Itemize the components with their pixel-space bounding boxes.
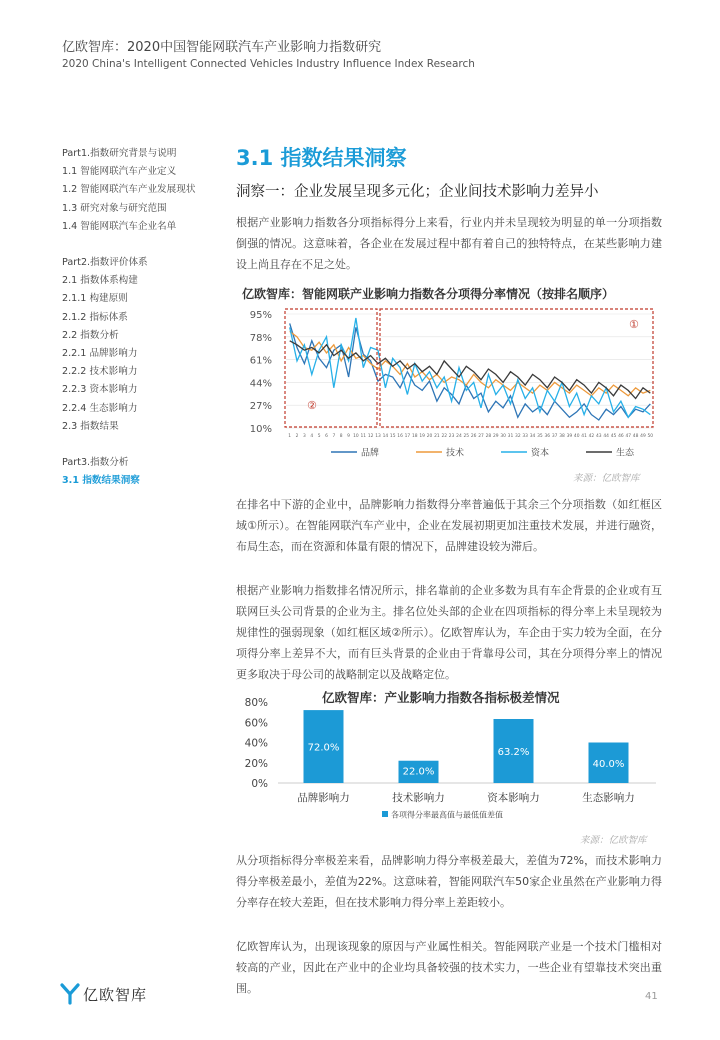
bar-value-label: 63.2% bbox=[497, 747, 530, 759]
toc-item[interactable]: 2.3 指数结果 bbox=[62, 420, 119, 432]
toc-item-active[interactable]: 3.1 指数结果洞察 bbox=[62, 475, 140, 487]
x-tick-label: 5 bbox=[317, 434, 321, 439]
section-title: 3.1 指数结果洞察 bbox=[236, 146, 407, 170]
x-tick-label: 35 bbox=[537, 434, 543, 439]
x-tick-label: 37 bbox=[551, 434, 558, 439]
x-tick-label: 26 bbox=[470, 434, 477, 439]
y-tick-label: 95% bbox=[249, 310, 272, 321]
x-tick-label: 49 bbox=[640, 434, 646, 439]
x-tick-label: 41 bbox=[581, 434, 587, 439]
x-tick-label: 48 bbox=[632, 434, 639, 439]
x-tick-label: 44 bbox=[603, 434, 609, 439]
insight-title: 洞察一：企业发展呈现多元化；企业间技术影响力差异小 bbox=[236, 184, 599, 200]
y-tick-label: 61% bbox=[249, 355, 272, 367]
logo-text: 亿欧智库 bbox=[83, 985, 148, 1004]
y-tick-label: 40% bbox=[244, 737, 268, 750]
x-tick-label: 13 bbox=[375, 434, 381, 439]
bar-value-label: 72.0% bbox=[307, 742, 340, 754]
logo-icon bbox=[60, 983, 80, 1005]
x-tick-label: 30 bbox=[500, 434, 506, 439]
x-tick-label: 3 bbox=[303, 434, 306, 439]
x-tick-label: 32 bbox=[515, 434, 521, 439]
x-tick-label: 39 bbox=[566, 434, 573, 439]
chart1-title: 亿欧智库：智能网联产业影响力指数各分项得分率情况（按排名顺序） bbox=[242, 287, 615, 301]
legend-label: 品牌 bbox=[361, 448, 380, 459]
y-tick-label: 78% bbox=[249, 332, 272, 344]
x-tick-label: 12 bbox=[367, 434, 374, 439]
toc-item[interactable]: 2.2.1 品牌影响力 bbox=[62, 348, 138, 360]
toc-item[interactable]: 2.2.2 技术影响力 bbox=[62, 366, 138, 378]
category-label: 生态影响力 bbox=[582, 792, 635, 804]
legend-label: 资本 bbox=[531, 448, 550, 459]
toc-item[interactable]: 1.4 智能网联汽车企业名单 bbox=[62, 220, 177, 232]
series-line-品牌 bbox=[290, 323, 651, 420]
x-tick-label: 4 bbox=[310, 434, 314, 439]
y-tick-label: 60% bbox=[244, 717, 268, 730]
footer-logo bbox=[60, 983, 147, 1005]
toc-part2[interactable]: Part2.指数评价体系 bbox=[62, 257, 148, 269]
y-tick-label: 44% bbox=[249, 378, 272, 390]
chart2-source: 来源：亿欧智库 bbox=[580, 835, 647, 846]
x-tick-label: 24 bbox=[456, 434, 462, 439]
x-tick-label: 15 bbox=[389, 434, 396, 439]
toc-item[interactable]: 1.3 研究对象与研究范围 bbox=[62, 202, 167, 214]
paragraph-5: 亿欧智库认为，出现该现象的原因与产业属性相关。智能网联产业是一个技术门槛相对较高的产业，因此在产业中的企业均具备较强的技术实力，一些企业有望靠技术突出重围。 bbox=[236, 940, 662, 995]
y-tick-label: 27% bbox=[249, 401, 272, 413]
x-tick-label: 40 bbox=[573, 434, 580, 439]
toc-item[interactable]: 1.1 智能网联汽车产业定义 bbox=[62, 166, 177, 178]
x-tick-label: 47 bbox=[625, 434, 632, 439]
x-tick-label: 29 bbox=[492, 434, 499, 439]
x-tick-label: 45 bbox=[610, 434, 617, 439]
legend-label: 各项得分率最高值与最低值差值 bbox=[391, 810, 503, 820]
x-tick-label: 22 bbox=[441, 434, 448, 439]
x-tick-label: 16 bbox=[397, 434, 403, 439]
x-tick-label: 2 bbox=[295, 434, 299, 439]
x-tick-label: 50 bbox=[647, 434, 654, 439]
chart1-source: 来源：亿欧智库 bbox=[573, 473, 640, 484]
category-label: 资本影响力 bbox=[487, 792, 540, 804]
x-tick-label: 19 bbox=[419, 434, 425, 439]
toc-item[interactable]: 2.1 指数体系构建 bbox=[62, 275, 138, 287]
y-tick-label: 80% bbox=[244, 697, 268, 709]
bar-value-label: 22.0% bbox=[402, 766, 435, 778]
x-tick-label: 38 bbox=[559, 434, 565, 439]
toc-item[interactable]: 2.1.1 构建原则 bbox=[62, 293, 128, 305]
page-number: 41 bbox=[645, 991, 658, 1002]
x-tick-label: 20 bbox=[426, 434, 433, 439]
y-tick-label: 0% bbox=[251, 778, 268, 790]
paragraph-1: 根据产业影响力指数各分项指标得分上来看，行业内并未呈现较为明显的单一分项指数倒强的情况。这意味着，各企业在发展过程中都有着自己的独特特点，在某些影响力建设上尚且存在不足之处。 bbox=[236, 216, 662, 271]
legend-label: 生态 bbox=[616, 448, 635, 459]
x-tick-label: 42 bbox=[588, 434, 595, 439]
legend-swatch bbox=[382, 811, 388, 817]
x-tick-label: 11 bbox=[360, 434, 367, 439]
x-tick-label: 43 bbox=[596, 434, 602, 439]
x-tick-label: 9 bbox=[347, 434, 350, 439]
table-of-contents bbox=[62, 145, 222, 490]
category-label: 技术影响力 bbox=[392, 792, 445, 804]
paragraph-4: 从分项指标得分率极差来看，品牌影响力得分率极差最大，差值为72%，而技术影响力得分率极差最小，差值为22%。这意味着，智能网联汽车50家企业虽然在产业影响力得分率存在较大差距，但在技术影响力得分率上差距较小。 bbox=[236, 854, 662, 909]
x-tick-label: 8 bbox=[339, 434, 343, 439]
x-tick-label: 36 bbox=[544, 434, 551, 439]
bar-chart bbox=[236, 692, 666, 822]
region-label-2: ② bbox=[307, 399, 317, 412]
toc-part3[interactable]: Part3.指数分析 bbox=[62, 457, 129, 469]
x-tick-label: 46 bbox=[618, 434, 624, 439]
x-tick-label: 34 bbox=[529, 434, 536, 439]
series-line-资本 bbox=[290, 318, 651, 417]
y-tick-label: 10% bbox=[249, 424, 272, 435]
x-tick-label: 25 bbox=[463, 434, 470, 439]
toc-item[interactable]: 1.2 智能网联汽车产业发展现状 bbox=[62, 184, 196, 196]
x-tick-label: 31 bbox=[507, 434, 514, 439]
header-title-en: 2020 China's Intelligent Connected Vehicles Industry Influence Index Research bbox=[62, 58, 475, 70]
region-label-1: ① bbox=[629, 318, 639, 331]
x-tick-label: 14 bbox=[382, 434, 389, 439]
line-chart bbox=[236, 300, 666, 462]
x-tick-label: 7 bbox=[332, 434, 336, 439]
paragraph-2: 在排名中下游的企业中，品牌影响力指数得分率普遍低于其余三个分项指数（如红框区域①所示）。在智能网联汽车产业中，企业在发展初期更加注重技术发展，并进行融资，布局生态，而在资源和体量有限的情况下，品牌建设较为滞后。 bbox=[236, 498, 662, 553]
x-tick-label: 10 bbox=[353, 434, 359, 439]
x-tick-label: 21 bbox=[434, 434, 440, 439]
toc-part1[interactable]: Part1.指数研究背景与说明 bbox=[62, 148, 177, 159]
x-tick-label: 23 bbox=[448, 434, 455, 439]
paragraph-3: 根据产业影响力指数排名情况所示，排名靠前的企业多数为具有车企背景的企业或有互联网巨头公司背景的企业为主。排名位处头部的企业在四项指标的得分率上未呈现较为规律性的强弱现象（如红框区域②所示）。亿欧智库认为，车企由于实力较为全面，在分项得分率上差异不大，而有巨头背景的企业由于背靠母公司，其在分项得分率上的情况更多取决于母公司的战略制定以及战略定位。 bbox=[236, 584, 662, 681]
category-label: 品牌影响力 bbox=[297, 792, 350, 804]
header-title-cn: 亿欧智库：2020中国智能网联汽车产业影响力指数研究 bbox=[62, 40, 382, 55]
x-tick-label: 6 bbox=[325, 434, 328, 439]
legend-label: 技术 bbox=[446, 448, 465, 459]
toc-item[interactable]: 2.2 指数分析 bbox=[62, 329, 119, 341]
bar-value-label: 40.0% bbox=[592, 758, 625, 770]
x-tick-label: 17 bbox=[404, 434, 411, 439]
x-tick-label: 18 bbox=[412, 434, 418, 439]
toc-item[interactable]: 2.2.3 资本影响力 bbox=[62, 384, 138, 396]
x-tick-label: 27 bbox=[478, 434, 484, 439]
toc-item[interactable]: 2.1.2 指标体系 bbox=[62, 311, 128, 323]
y-tick-label: 20% bbox=[244, 757, 268, 770]
x-tick-label: 28 bbox=[485, 434, 492, 439]
x-tick-label: 33 bbox=[522, 434, 528, 439]
toc-item[interactable]: 2.2.4 生态影响力 bbox=[62, 402, 138, 414]
chart2-title: 亿欧智库：产业影响力指数各指标极差情况 bbox=[322, 690, 560, 705]
x-tick-label: 1 bbox=[288, 434, 292, 439]
